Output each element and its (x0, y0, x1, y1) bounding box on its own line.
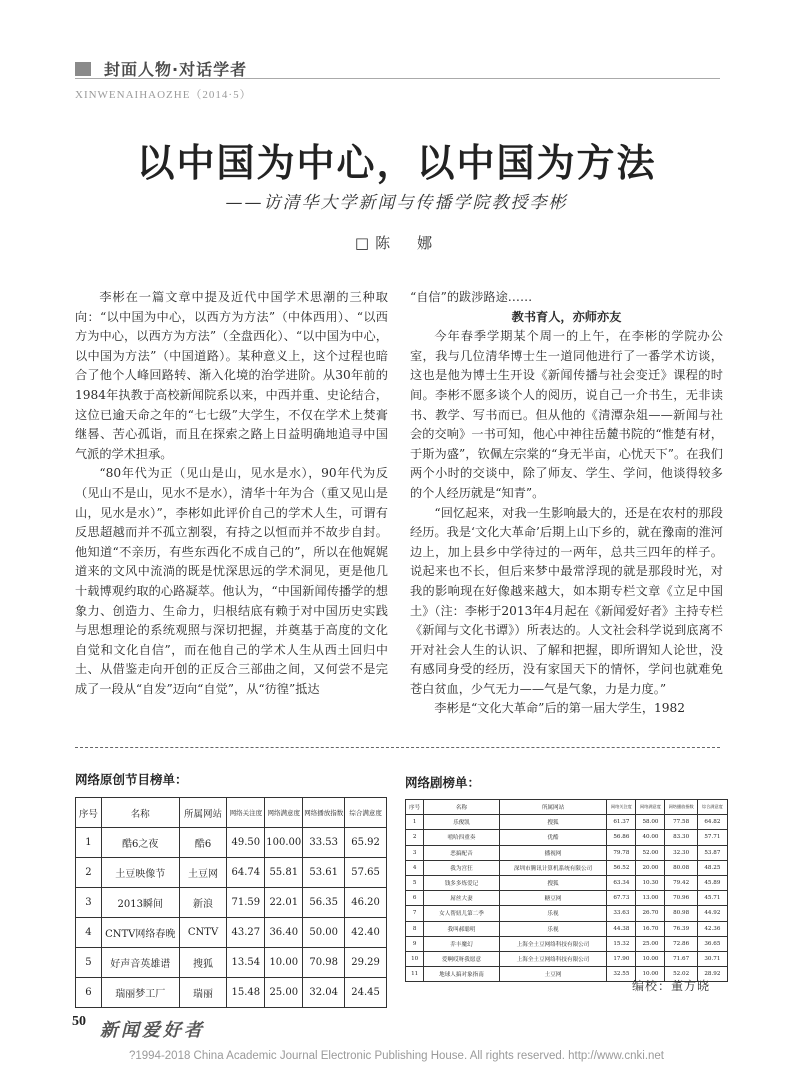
table-cell: 5 (406, 875, 424, 890)
table-cell: 61.37 (607, 815, 636, 830)
table-cell: 32.30 (665, 845, 697, 860)
table-cell: 44.92 (697, 906, 727, 921)
table-cell: 53.87 (697, 845, 727, 860)
article-title: 以中国为中心，以中国为方法 (136, 140, 657, 185)
table-cell: 女人帮妞儿第二季 (424, 906, 499, 921)
paragraph: 李彬是“文化大革命”后的第一届大学生，1982 (434, 701, 686, 716)
header-cell: 序号 (76, 798, 102, 828)
table-cell: 42.36 (697, 921, 727, 936)
table-cell: 搜狐 (179, 948, 227, 978)
table-cell: 乔丰魔幻 (424, 936, 499, 951)
table-cell: 79.42 (665, 875, 697, 890)
table-cell: 深圳市腾讯计算机系统有限公司 (499, 860, 607, 875)
table-row (406, 845, 728, 860)
table-cell: 17.90 (607, 951, 636, 966)
table-cell: 10.00 (265, 948, 303, 978)
copyright-line: ?1994-2018 China Academic Journal Electronic Publishing House. All rights reserved. http://www.cnki.net (128, 1050, 665, 1062)
editor-credit: 编校：董方晓 (632, 979, 711, 993)
table-cell: 30.71 (697, 951, 727, 966)
table-cell: 6 (406, 891, 424, 906)
table-cell: 40.00 (636, 830, 665, 845)
paragraph: 李彬在一篇文章中提及近代中国学术思潮的三种取向：“以中国为中心，以西方为方法”（中体西用）、“以西方为中心，以西方为方法”（全盘西化）、“以中国为中心，以中国为方法”（中国道路）。某种意义上，这个过程也暗合了他个人峰回路转、渐入化境的治学进阶。从30年前的1984年执教于高校新闻院系以来，中西并重、史论结合，这位已逾天命之年的“七七级”大学生，不仅在学术上焚膏继晷、苦心孤诣，而且在探索之路上日益明确地追寻中国气派的学术担承。 (75, 290, 388, 461)
table-cell: 25.00 (636, 936, 665, 951)
header-cell: 名称 (101, 798, 179, 828)
table-cell: 70.98 (303, 948, 345, 978)
table-cell: 4 (76, 918, 102, 948)
table-cell: 57.65 (345, 858, 387, 888)
section-heading: 教书育人，亦师亦友 (511, 309, 622, 324)
table-cell: 10.30 (636, 875, 665, 890)
table-cell: 13.00 (636, 891, 665, 906)
table-cell: 65.92 (345, 828, 387, 858)
table-cell: 糖豆网 (499, 891, 607, 906)
table-cell: 53.61 (303, 858, 345, 888)
table-cell: 79.78 (607, 845, 636, 860)
left-text-column (75, 288, 388, 699)
table-cell: CNTV网络春晚 (101, 918, 179, 948)
table-cell: 乐俊凯 (424, 815, 499, 830)
header-cell: 网络满意度 (636, 800, 665, 815)
right-text-column (410, 288, 723, 719)
table-cell: 10.00 (636, 951, 665, 966)
table-row (76, 858, 387, 888)
table-cell: 76.39 (665, 921, 697, 936)
article-author: □陈 娜 (354, 234, 439, 252)
table-cell: 6 (76, 978, 102, 1008)
table-row (76, 948, 387, 978)
table-cell: 11 (406, 967, 424, 982)
table-cell: 33.63 (607, 906, 636, 921)
header-rule (75, 78, 720, 79)
header-cell: 所属网站 (499, 800, 607, 815)
header-cell: 综合满意度 (345, 798, 387, 828)
table-cell: 酷6 (179, 828, 227, 858)
table-cell: 优酷 (499, 830, 607, 845)
table-cell: 72.86 (665, 936, 697, 951)
table-row (76, 888, 387, 918)
header-cell: 网络关注度 (227, 798, 265, 828)
table-cell: 29.29 (345, 948, 387, 978)
table-cell: 土豆网 (499, 967, 607, 982)
table-row (76, 978, 387, 1008)
header-cell: 名称 (424, 800, 499, 815)
table-cell: 55.81 (265, 858, 303, 888)
table-cell: 46.20 (345, 888, 387, 918)
table-cell: 43.27 (227, 918, 265, 948)
table-cell: 20.00 (636, 860, 665, 875)
table-cell: 3 (76, 888, 102, 918)
table-row (406, 921, 728, 936)
table-cell: 13.54 (227, 948, 265, 978)
table-cell: 9 (406, 936, 424, 951)
table-row (76, 828, 387, 858)
table-cell: 搜狐 (499, 875, 607, 890)
table-cell: 地球人搞对象指南 (424, 967, 499, 982)
table-cell: 上海全土豆网络科技有限公司 (499, 936, 607, 951)
table-cell: 土豆网 (179, 858, 227, 888)
table-cell: 4 (406, 860, 424, 875)
table-row (76, 918, 387, 948)
table-row (406, 830, 728, 845)
table-cell: 45.71 (697, 891, 727, 906)
table-cell: 瑞丽梦工厂 (101, 978, 179, 1008)
table-cell: 15.32 (607, 936, 636, 951)
table-cell: 搜狐 (499, 815, 607, 830)
table-cell: 58.00 (636, 815, 665, 830)
table-cell: 48.25 (697, 860, 727, 875)
table-cell: 56.52 (607, 860, 636, 875)
table-cell: 36.65 (697, 936, 727, 951)
table-cell: 32.04 (303, 978, 345, 1008)
table-cell: 63.34 (607, 875, 636, 890)
table-cell: 我为宫狂 (424, 860, 499, 875)
table-cell: 71.67 (665, 951, 697, 966)
table-cell: 56.35 (303, 888, 345, 918)
table-row (406, 815, 728, 830)
table-cell: 77.58 (665, 815, 697, 830)
table-cell: 64.82 (697, 815, 727, 830)
table-cell: 1 (406, 815, 424, 830)
table-row (406, 906, 728, 921)
table-cell: 8 (406, 921, 424, 936)
column-marker-block (75, 62, 91, 76)
table-cell: 7 (406, 906, 424, 921)
table-cell: 5 (76, 948, 102, 978)
header-cell: 网络关注度 (607, 800, 636, 815)
table-cell: 49.50 (227, 828, 265, 858)
table-cell: 83.30 (665, 830, 697, 845)
table-row (406, 860, 728, 875)
table-cell: 22.01 (265, 888, 303, 918)
dashed-divider (75, 747, 720, 748)
table-cell: 10 (406, 951, 424, 966)
header-cell: 所属网站 (179, 798, 227, 828)
table-cell: 播视网 (499, 845, 607, 860)
page-number: 50 (72, 1014, 86, 1029)
table-cell: 3 (406, 845, 424, 860)
table-header-row (406, 800, 728, 815)
table-cell: 67.73 (607, 891, 636, 906)
original-programs-table (75, 797, 387, 1008)
table-cell: 80.98 (665, 906, 697, 921)
table1-title: 网络原创节目榜单： (75, 772, 188, 787)
table-cell: 16.70 (636, 921, 665, 936)
table-cell: 56.86 (607, 830, 636, 845)
table-cell: 爱啊哎呀我愿意 (424, 951, 499, 966)
table-cell: 32.55 (607, 967, 636, 982)
table-cell: 28.92 (697, 967, 727, 982)
table-cell: 恶搞配音 (424, 845, 499, 860)
table-cell: 我叫郝聪明 (424, 921, 499, 936)
column-name: 封面人物·对话学者 (104, 60, 248, 79)
table-cell: 乐视 (499, 921, 607, 936)
table-cell: 10.00 (636, 967, 665, 982)
table-row (406, 936, 728, 951)
table-cell: 2 (76, 858, 102, 888)
table-cell: 2013瞬间 (101, 888, 179, 918)
table-cell: 80.08 (665, 860, 697, 875)
paragraph: “80年代为正（见山是山，见水是水），90年代为反（见山不是山，见水不是水），清华十年为合（重又见山是山，见水是水）”，李彬如此评价自己的学术人生，可谓有反思超越而并不孤立割裂，有持之以恒而并不故步自封。他知道“不亲历，有些东西化不成自己的”，所以在他娓娓道来的文风中流淌的既是忧深思远的学术洞见，更是他几十载博观约取的心路凝萃。他认为，“中国新闻传播学的想象力、创造力、生命力，归根结底有赖于对中国历史实践与思想理论的系统观照与深切把握，并奠基于高度的文化自觉和文化自信”，而在他自己的学术人生从西土回归中土、从借鉴走向开创的正反合三部曲之间，又何尝不是完成了一段从“自发”迈向“自觉”，从“彷徨”抵达 (75, 466, 388, 696)
table-cell: 酷6之夜 (101, 828, 179, 858)
article-subtitle: ——访清华大学新闻与传播学院教授李彬 (225, 193, 568, 213)
table-cell: 瑞丽 (179, 978, 227, 1008)
table-cell: 44.38 (607, 921, 636, 936)
table-cell: 33.53 (303, 828, 345, 858)
header-cell: 网络播放指数 (665, 800, 697, 815)
table-cell: 100.00 (265, 828, 303, 858)
table-cell: 52.00 (636, 845, 665, 860)
table-cell: 2 (406, 830, 424, 845)
header-cell: 网络播放指数 (303, 798, 345, 828)
magazine-logo: 新闻爱好者 (100, 1020, 205, 1041)
table-cell: 土豆映像节 (101, 858, 179, 888)
table-cell: 好声音英雄谱 (101, 948, 179, 978)
table-cell: 1 (76, 828, 102, 858)
table-row (406, 875, 728, 890)
paragraph: “回忆起来，对我一生影响最大的，还是在农村的那段经历。我是‘文化大革命’后期上山下乡的，就在豫南的淮河边上，加上县乡中学待过的一两年，总共三四年的样子。说起来也不长，但后来梦中最常浮现的就是那段时光，对我的影响现在好像越来越大，如本期专栏文章《立足中国土》（注：李彬于2013年4月起在《新闻爱好者》主持专栏《新闻与文化书谭》）所表达的。人文社会科学说到底离不开对社会人生的认识、了解和把握，即所谓知人论世，没有感同身受的经历，没有家国天下的情怀，学问也就难免苍白贫血，少气无力——气是气象，力是力度。” (410, 505, 723, 696)
table-cell: 36.40 (265, 918, 303, 948)
paragraph: 今年春季学期某个周一的上午，在李彬的学院办公室，我与几位清华博士生一道同他进行了一番学术访谈，这也是他为博士生开设《新闻传播与社会变迁》课程的时间。李彬不愿多谈个人的阅历，说自己一介书生，无非读书、教学、写书而已。但从他的《清潭杂俎——新闻与社会的交响》一书可知，他心中神往岳麓书院的“惟楚有材，于斯为盛”，钦佩左宗棠的“身无半亩，心忧天下”。在我们两个小时的交谈中，除了师友、学生、学问，他谈得较多的个人经历就是“知青”。 (410, 329, 723, 500)
table-cell: 乐视 (499, 906, 607, 921)
issue-line: XINWENAIHAOZHE（2014·5） (75, 89, 252, 101)
table2-title: 网络剧榜单： (405, 775, 481, 790)
table-cell: 26.70 (636, 906, 665, 921)
table-cell: 52.02 (665, 967, 697, 982)
table-cell: 15.48 (227, 978, 265, 1008)
table-row (406, 891, 728, 906)
table-cell: 71.59 (227, 888, 265, 918)
table-cell: CNTV (179, 918, 227, 948)
table-cell: 嘻哈四重奏 (424, 830, 499, 845)
table-cell: 57.71 (697, 830, 727, 845)
table-cell: 上海全土豆网络科技有限公司 (499, 951, 607, 966)
table-cell: 42.40 (345, 918, 387, 948)
table-cell: 屌丝大妻 (424, 891, 499, 906)
web-drama-table (405, 799, 728, 982)
table-cell: 50.00 (303, 918, 345, 948)
table-cell: 25.00 (265, 978, 303, 1008)
table-cell: 70.96 (665, 891, 697, 906)
table-cell: 新浪 (179, 888, 227, 918)
table-row (406, 951, 728, 966)
header-cell: 网络满意度 (265, 798, 303, 828)
table-cell: 45.89 (697, 875, 727, 890)
header-cell: 综合满意度 (697, 800, 727, 815)
table-cell: 钱多多炼爱记 (424, 875, 499, 890)
header-cell: 序号 (406, 800, 424, 815)
table-cell: 64.74 (227, 858, 265, 888)
table-header-row (76, 798, 387, 828)
table-cell: 24.45 (345, 978, 387, 1008)
paragraph-continuation: “自信”的跋涉路途…… (410, 290, 533, 304)
